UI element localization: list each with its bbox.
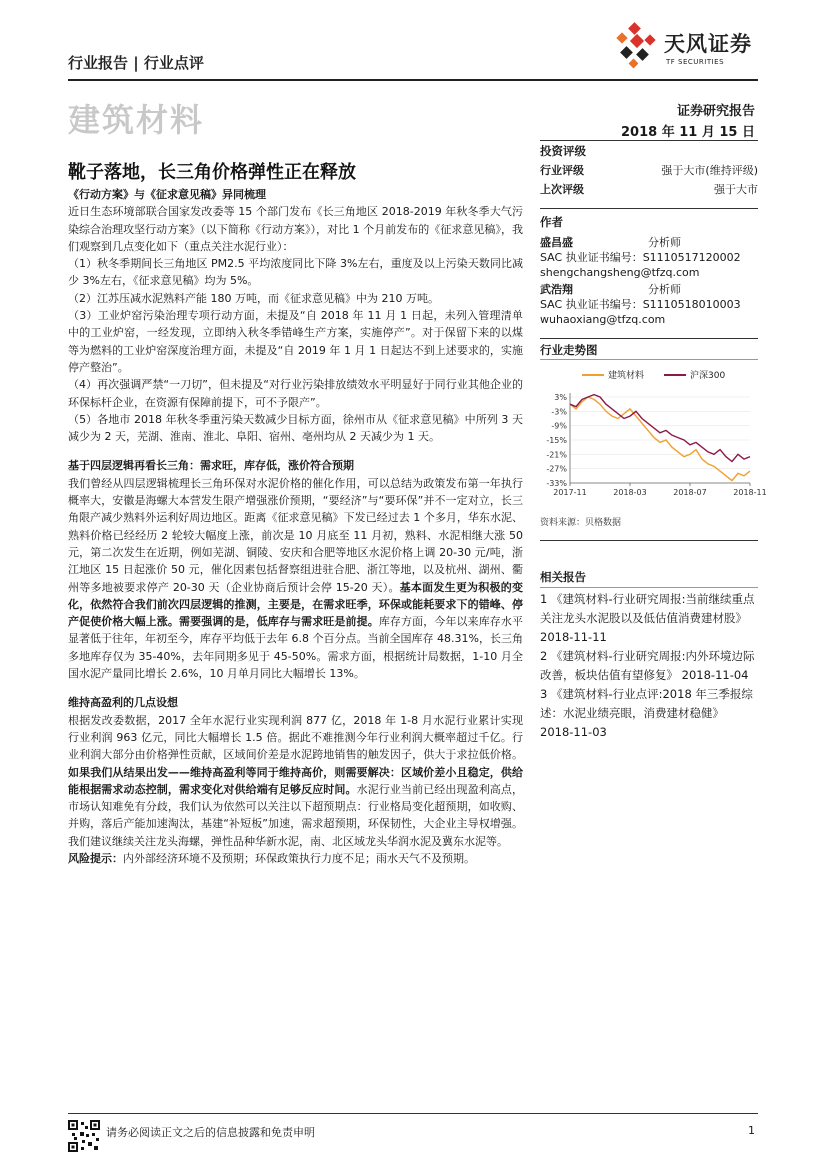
related-heading: 相关报告 [540, 570, 586, 584]
industry-rating-row [540, 161, 758, 180]
legend-label: 建筑材料 [608, 371, 645, 381]
sidebar-divider [540, 338, 758, 339]
paragraph-text: 水泥行业当前已经出现盈利高点，市场认知难免有分歧，我们认为依然可以关注以下超预期点：行业格局变化超预期，如收购、并购，落后产能加速淘汰，基建“补短板”加速，需求超预期，环保韧性，大企业主导权增强。我们建议继续关注龙头海螺，弹性品种华新水泥，南、北区域龙头华润水泥及冀东水泥等。 [68, 782, 524, 848]
author-entry [540, 282, 758, 327]
x-tick-label: 2018-07 [673, 488, 707, 497]
prev-rating-label: 上次评级 [540, 183, 584, 196]
paragraph: （3）工业炉窑污染治理专项行动方面，未提及“自 2018 年 11 月 1 日起，未列入管理清单中的工业炉窑，一经发现，立即纳入秋冬季错峰生产方案，实施停产”。对于保留下来的以煤等为燃料的工业炉窑深度治理方面，未提及“自 2019 年 1 月 1 日起达不到上述要求的，实施停产整治”。 [68, 309, 523, 374]
series-line [570, 395, 750, 462]
risk-note [68, 850, 523, 867]
related-divider [540, 587, 758, 588]
paragraph: （1）秋冬季期间长三角地区 PM2.5 平均浓度同比下降 3%左右，重度及以上污染天数同比减少 3%左右，《征求意见稿》均为 5%。 [68, 257, 523, 288]
company-logo [610, 22, 760, 70]
y-tick-label: -27% [546, 464, 567, 474]
chart-source: 资料来源：贝格数据 [540, 518, 622, 528]
paragraph: （2）江苏压减水泥熟料产能 180 万吨，而《征求意见稿》中为 210 万吨。 [68, 291, 439, 305]
authors-block [540, 213, 758, 327]
y-tick-label: -33% [546, 479, 567, 488]
paragraph-text: 根据发改委数据，2017 全年水泥行业实现利润 877 亿，2018 年 1-8 月水泥行业累计实现行业利润 963 亿元，同比大幅增长 1.5 倍。据此不难推测今年行业利润大概率超过千亿。行业利润大部分由价格弹性贡献，区域间价差是水泥跨地销售的触发因子，供大于求拉低价格。 [68, 713, 523, 762]
report-title: 靴子落地，长三角价格弹性正在释放 [68, 162, 356, 183]
author-cert: SAC 执业证书编号：S1110518010003 [540, 298, 741, 311]
section-heading: 维持高盈利的几点设想 [68, 696, 178, 710]
risk-label: 风险提示： [68, 851, 123, 865]
paragraph-text: 库存方面，今年以来库存水平显著低于往年，年初至今，库存平均低于去年 6.8 个百分点。当前全国库存 48.31%，长三角多地库存仅为 35-40%，去年同期多见于 45-50%。需求方面，根据统计局数据，1-10 月全国水泥产量同比增长 2.6%，10 月单月同比大幅增长 13%。 [68, 615, 524, 681]
sidebar-divider [540, 140, 758, 141]
prev-rating-row [540, 180, 758, 199]
logo-mark-icon [610, 22, 660, 70]
industry-rating-value: 强于大市(维持评级) [661, 164, 758, 177]
section-heading: 基于四层逻辑再看长三角：需求旺，库存低，涨价符合预期 [68, 459, 354, 473]
related-reports [540, 568, 758, 742]
paragraph [68, 475, 523, 683]
main-body [68, 186, 523, 867]
report-type: 证券研究报告 [676, 104, 755, 119]
rating-heading: 投资评级 [540, 144, 586, 158]
author-role: 分析师 [648, 283, 681, 296]
y-tick-label: -3% [551, 407, 567, 417]
trend-chart-svg [540, 361, 767, 501]
x-tick-label: 2017-11 [553, 488, 587, 497]
logo-text: 天风证券 [664, 32, 752, 56]
y-tick-label: -9% [551, 421, 567, 431]
author-entry [540, 235, 758, 280]
qr-code-icon [68, 1120, 100, 1152]
industry-trend-chart [540, 361, 767, 501]
related-report-link[interactable]: 2 《建筑材料-行业研究周报:内外环境边际改善，板块估值有望修复》 2018-11-04 [540, 649, 755, 682]
trend-heading: 行业走势图 [540, 343, 598, 357]
report-category: 行业报告 | 行业点评 [68, 54, 204, 72]
sidebar-divider [540, 208, 758, 209]
logo-subtext: TF SECURITIES [666, 58, 725, 66]
author-name: 武浩翔 [540, 283, 573, 296]
header-divider [68, 79, 758, 81]
industry-rating-label: 行业评级 [540, 164, 584, 177]
industry-title: 建筑材料 [68, 101, 205, 139]
y-tick-label: -21% [546, 450, 567, 460]
authors-heading: 作者 [540, 215, 563, 229]
series-line [570, 397, 750, 481]
author-cert: SAC 执业证书编号：S1110517120002 [540, 251, 741, 264]
risk-text: 内外部经济环境不及预期；环保政策执行力度不足；雨水天气不及预期。 [123, 851, 475, 865]
footer-divider [68, 1113, 758, 1114]
paragraph-text: 我们曾经从四层逻辑梳理长三角环保对水泥价格的催化作用，可以总结为政策发布第一年执行概率大，安徽是海螺大本营发生限产增强涨价预期，“要经济”与“要环保”并不一定对立，长三角限产减少熟料外运利好周边地区。距离《征求意见稿》下发已经过去 1 个多月，华东水泥、熟料价格已经经历 2 轮较大幅度上涨，前次是 10 月底至 11 月初，熟料、水泥相继大涨 50 元，第二次发生在近期，例如芜湖、铜陵、安庆和合肥等地区水泥价格上调 20-30 元/吨，浙江地区 15 日起涨价 50 元，催化因素包括督察组进驻合肥、浙江等地，以及杭州、湖州、衢州等多地被要求停产 20-30 天（企业协商后预计会停 15-20 天）。 [68, 476, 523, 594]
emphasis-text: 基本面发生更为积极的变化，依然符合我们前次四层逻辑的推测，主要是，在需求旺季，环保或能耗要求下的错峰、停产促使价格大幅上涨。需要强调的是，低库存与需求旺是前提。 [68, 580, 523, 629]
rating-block [540, 142, 758, 199]
legend-label: 沪深300 [690, 371, 726, 381]
sidebar-divider [540, 540, 758, 541]
author-name: 盛昌盛 [540, 236, 573, 249]
sidebar-divider [540, 359, 758, 360]
emphasis-text: 如果我们从结果出发——维持高盈利等同于维持高价，则需要解决：区域价差小且稳定，供给能根据需求动态控制，需求变化对供给端有足够反应时间。 [68, 765, 523, 796]
paragraph [68, 712, 523, 850]
related-report-link[interactable]: 1 《建筑材料-行业研究周报:当前继续重点关注龙头水泥股以及低估值消费建材股》 2018-11-11 [540, 592, 755, 644]
author-email: shengchangsheng@tfzq.com [540, 266, 700, 279]
author-role: 分析师 [648, 236, 681, 249]
x-tick-label: 2018-11 [733, 488, 767, 497]
report-date: 2018 年 11 月 15 日 [621, 125, 755, 140]
paragraph: （4）再次强调严禁“一刀切”，但未提及“对行业污染排放绩效水平明显好于同行业其他企业的环保标杆企业，在资源有保障前提下，可不予限产”。 [68, 378, 523, 409]
prev-rating-value: 强于大市 [714, 183, 758, 196]
page-number: 1 [748, 1124, 755, 1137]
disclaimer-text: 请务必阅读正文之后的信息披露和免责申明 [106, 1126, 315, 1139]
paragraph: 近日生态环境部联合国家发改委等 15 个部门发布《长三角地区 2018-2019 年秋冬季大气污染综合治理攻坚行动方案》（以下简称《行动方案》），对比 1 个月前发布的《征求意见稿》，我们观察到几点变化如下（重点关注水泥行业）： [68, 205, 523, 253]
y-tick-label: -15% [546, 436, 567, 445]
y-tick-label: 3% [554, 393, 567, 402]
section-heading: 《行动方案》与《征求意见稿》异同梳理 [68, 188, 266, 201]
author-email: wuhaoxiang@tfzq.com [540, 313, 666, 326]
paragraph: （5）各地市 2018 年秋冬季重污染天数减少目标方面，徐州市从《征求意见稿》中所列 3 天减少为 2 天，芜湖、淮南、淮北、阜阳、宿州、亳州均从 2 天减少为 1 天。 [68, 412, 523, 444]
x-tick-label: 2018-03 [613, 488, 647, 497]
related-report-link[interactable]: 3 《建筑材料-行业点评:2018 年三季报综述：水泥业绩亮眼，消费建材稳健》 2018-11-03 [540, 687, 753, 739]
